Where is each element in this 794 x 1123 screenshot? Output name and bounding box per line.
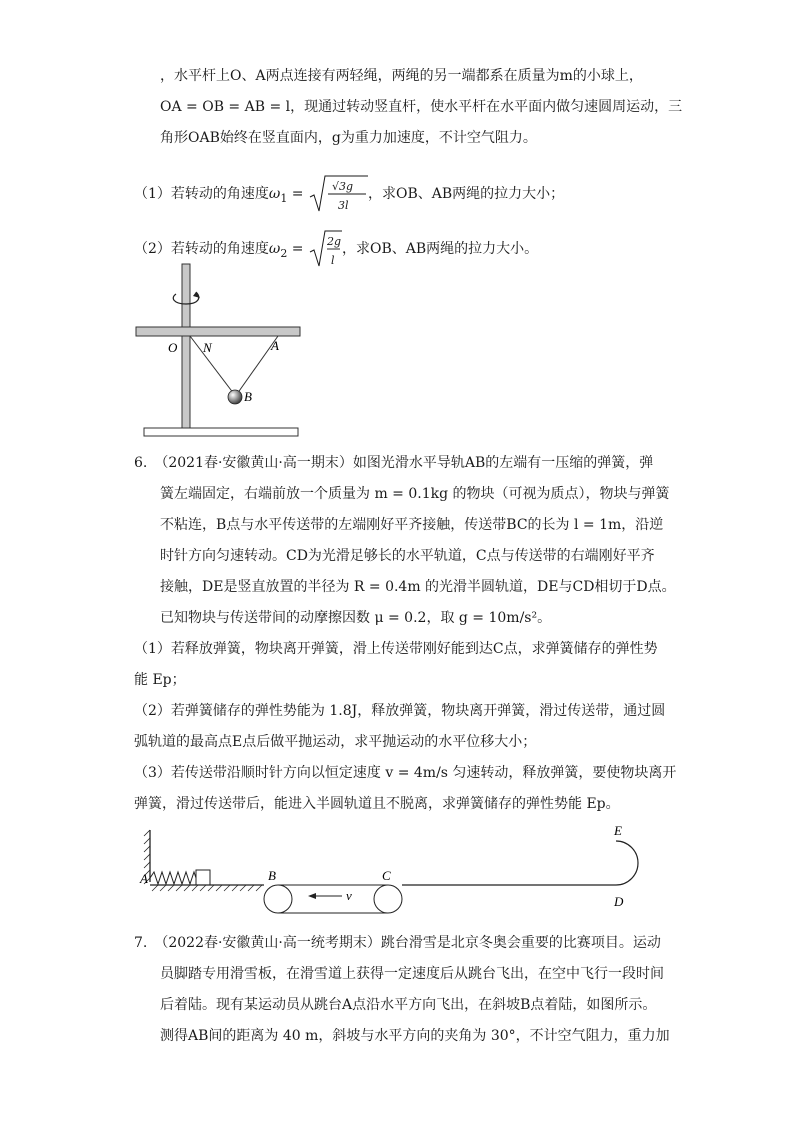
base-plate: [144, 428, 298, 436]
pulley-left: [264, 885, 292, 913]
p6-q1-line-1: （1）若释放弹簧，物块离开弹簧，滑上传送带刚好能到达C点，求弹簧储存的弹性势: [134, 641, 658, 657]
label-N: N: [203, 340, 212, 355]
p5-intro-line-1: ，水平杆上O、A两点连接有两轻绳，两绳的另一端都系在质量为m的小球上，: [160, 68, 643, 84]
label-O: O: [168, 340, 178, 355]
q1-prefix: （1）若转动的角速度: [134, 186, 269, 202]
q2-prefix: （2）若转动的角速度: [134, 241, 269, 257]
p6-line-5: 接触，DE是竖直放置的半径为 R = 0.4m 的光滑半圆轨道，DE与CD相切于D点。: [160, 579, 676, 595]
horizontal-bar: [136, 327, 300, 336]
q2-denominator: l: [330, 254, 335, 267]
q2-omega: ω: [268, 241, 281, 257]
semicircle-DE: [616, 841, 638, 885]
rail-hatching: [152, 885, 262, 891]
rotation-arrowhead-icon: [193, 292, 200, 298]
rotating-rod-figure: [130, 258, 310, 443]
label-C: C: [382, 868, 391, 883]
block: [196, 870, 210, 885]
p7-line-2: 员脚踏专用滑雪板，在滑雪道上获得一定速度后从跳台飞出，在空中飞行一段时间: [160, 966, 664, 982]
q1-suffix: ，求OB、AB两绳的拉力大小；: [367, 186, 565, 202]
q2-numerator: 2g: [326, 235, 342, 248]
label-v: v: [346, 888, 352, 903]
q1-sub: 1: [280, 191, 288, 205]
pulley-right: [374, 885, 402, 913]
velocity-arrowhead-icon: [308, 893, 316, 899]
label-E: E: [614, 823, 622, 838]
q1-numerator: √3g: [331, 180, 354, 193]
p6-line-3: 不粘连，B点与水平传送带的左端刚好平齐接触，传送带BC的长为 l = 1m，沿逆: [160, 517, 664, 533]
q2-suffix: ，求OB、AB两绳的拉力大小。: [341, 241, 539, 257]
p7-line-4: 测得AB间的距离为 40 m，斜坡与水平方向的夹角为 30°，不计空气阻力，重力加: [160, 1028, 670, 1044]
p6-line-4: 时针方向匀速转动。CD为光滑足够长的水平轨道，C点与传送带的右端刚好平齐: [160, 548, 655, 564]
p6-q3-line-2: 弹簧，滑过传送带后，能进入半圆轨道且不脱离，求弹簧储存的弹性势能 Ep。: [134, 796, 620, 812]
q1-denominator: 3l: [337, 199, 349, 212]
q2-sub: 2: [280, 246, 288, 260]
label-B: B: [244, 389, 252, 404]
label-D: D: [614, 894, 624, 909]
p6-line-1: 6. （2021春·安徽黄山·高一期末）如图光滑水平导轨AB的左端有一压缩的弹簧，弹: [134, 455, 654, 471]
label-B: B: [268, 868, 276, 883]
label-A: A: [140, 871, 148, 886]
p6-line-6: 已知物块与传送带间的动摩擦因数 μ = 0.2，取 g = 10m/s²。: [160, 610, 552, 626]
spring: [150, 872, 196, 884]
spring-conveyor-figure: [136, 820, 656, 920]
p5-question-2: （2）若转动的角速度$\omega_2$ = 2g l ，求OB、AB两绳的拉力大小。: [134, 230, 538, 268]
vertical-rod: [182, 264, 190, 428]
q2-formula: [308, 230, 342, 268]
p5-intro-line-2: OA = OB = AB = l，现通过转动竖直杆，使水平杆在水平面内做匀速圆周运动，三: [160, 99, 683, 115]
label-A: A: [271, 338, 279, 353]
p5-question-1: （1）若转动的角速度$\omega_1$ = √3g 3l ，求OB、AB两绳的拉力大小；: [134, 175, 564, 213]
q1-formula: [308, 175, 368, 213]
p6-q2-line-2: 弧轨道的最高点E点后做平抛运动，求平抛运动的水平位移大小；: [134, 734, 537, 750]
p6-line-2: 簧左端固定，右端前放一个质量为 m = 0.1kg 的物块（可视为质点），物块与弹簧: [160, 486, 670, 502]
p6-q3-line-1: （3）若传送带沿顺时针方向以恒定速度 v = 4m/s 匀速转动，释放弹簧，要使物块离开: [134, 765, 677, 781]
string-OB: [190, 336, 234, 394]
ball-B: [228, 390, 242, 404]
q1-omega: ω: [268, 186, 281, 202]
p7-line-1: 7. （2022春·安徽黄山·高一统考期末）跳台滑雪是北京冬奥会重要的比赛项目。运动: [134, 935, 661, 951]
p5-intro-line-3: 角形OAB始终在竖直面内，g为重力加速度，不计空气阻力。: [160, 130, 537, 146]
p6-q2-line-1: （2）若弹簧储存的弹性势能为 1.8J，释放弹簧，物块离开弹簧，滑过传送带，通过圆: [134, 703, 666, 719]
p6-q1-line-2: 能 Ep；: [134, 672, 186, 688]
p7-line-3: 后着陆。现有某运动员从跳台A点沿水平方向飞出，在斜坡B点着陆，如图所示。: [160, 997, 657, 1013]
